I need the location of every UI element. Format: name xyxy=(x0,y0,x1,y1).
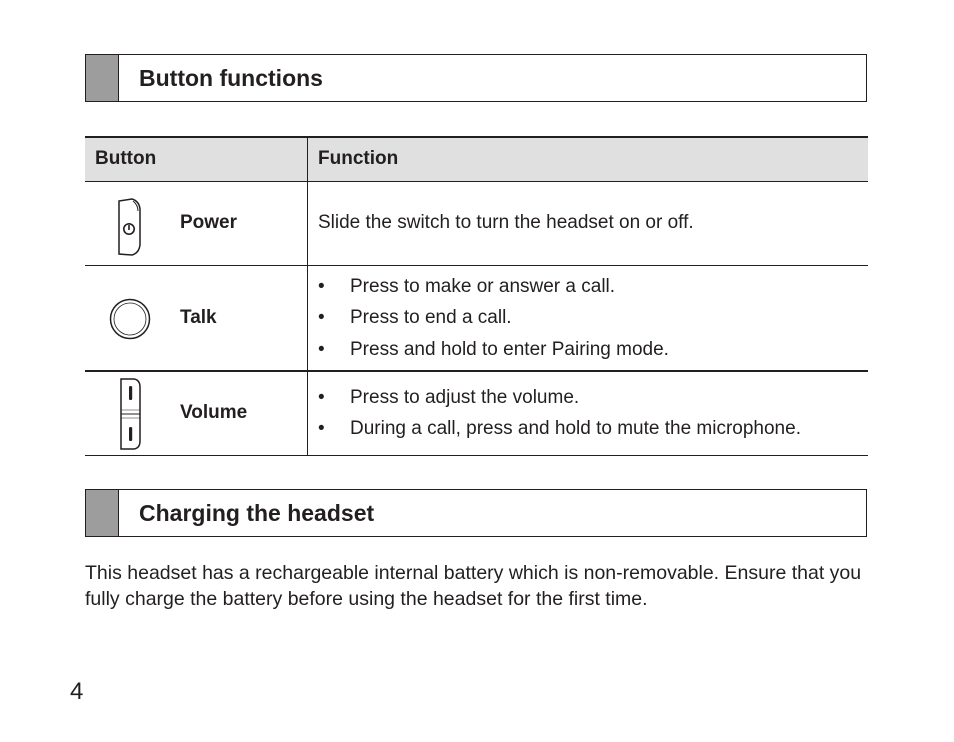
list-item: • Press and hold to enter Pairing mode. xyxy=(318,338,669,360)
page-number: 4 xyxy=(70,678,84,705)
function-cell-volume xyxy=(308,371,869,455)
button-functions-table xyxy=(85,136,868,456)
section-header-button-functions xyxy=(85,54,867,102)
button-cell-volume xyxy=(85,371,308,455)
list-item: • During a call, press and hold to mute the microphone. xyxy=(318,418,801,440)
section-tab-decoration xyxy=(86,55,119,101)
section-title: Button functions xyxy=(139,65,323,91)
table-header-row xyxy=(85,137,868,181)
table-row-volume xyxy=(85,371,868,455)
table-row-talk xyxy=(85,265,868,371)
function-cell-talk xyxy=(308,265,869,371)
button-label-talk: Talk xyxy=(180,306,217,328)
column-header-function: Function xyxy=(308,137,869,181)
section-tab-decoration xyxy=(86,490,119,536)
charging-description: This headset has a rechargeable internal battery which is non-removable. Ensure that you fully charge the battery before using the headset for the first time. xyxy=(85,562,862,610)
column-header-button: Button xyxy=(85,137,308,181)
volume-function-list xyxy=(318,382,868,445)
section-header-charging xyxy=(85,489,867,537)
function-cell-power: Slide the switch to turn the headset on or off. xyxy=(308,181,869,265)
list-item: • Press to end a call. xyxy=(318,307,512,328)
power-switch-icon xyxy=(117,197,143,257)
button-label-volume: Volume xyxy=(180,402,248,424)
talk-button-icon xyxy=(109,298,151,340)
button-cell-power xyxy=(85,181,308,265)
volume-button-icon xyxy=(118,377,142,451)
button-label-power: Power xyxy=(180,212,238,233)
button-cell-talk xyxy=(85,265,308,371)
talk-function-list xyxy=(318,271,868,366)
list-item: • Press to make or answer a call. xyxy=(318,275,616,297)
section-title: Charging the headset xyxy=(139,500,375,526)
list-item: • Press to adjust the volume. xyxy=(318,386,580,408)
table-row-power xyxy=(85,181,868,265)
